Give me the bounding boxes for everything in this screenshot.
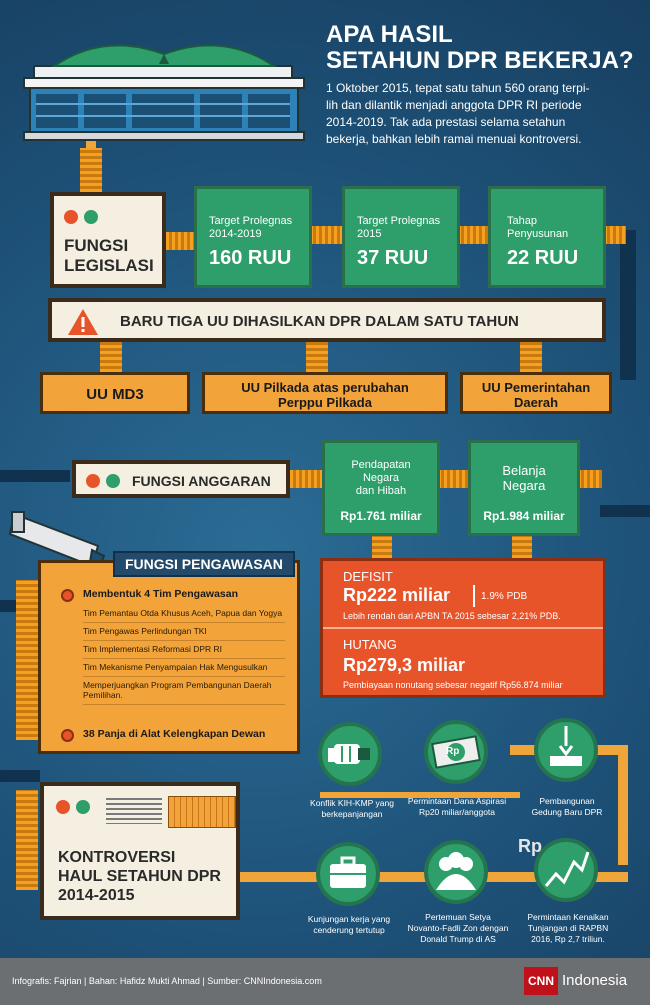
hutang-label: HUTANG	[343, 637, 397, 652]
legislasi-card	[342, 186, 460, 288]
parliament-building-icon	[14, 24, 314, 144]
spring	[16, 790, 38, 890]
spring	[438, 470, 470, 488]
green-light-icon	[106, 474, 120, 488]
card-label: 2015	[357, 228, 382, 240]
card-label: Negara	[362, 472, 400, 484]
intro-line: bekerja, bahkan lebih ramai menuai kontroversi.	[326, 132, 582, 146]
red-light-icon	[56, 800, 70, 814]
law-box	[202, 372, 448, 414]
card-label: Target Prolegnas	[357, 215, 441, 227]
cnn-logo: CNN	[524, 967, 558, 995]
spring	[306, 342, 328, 372]
rp-chart-icon	[518, 836, 598, 902]
kontroversi-caption	[510, 912, 626, 945]
money-icon	[424, 720, 488, 784]
legislasi-card	[194, 186, 312, 288]
kontroversi-label: 2014-2015	[58, 887, 135, 904]
legislasi-label: FUNGSI	[64, 236, 129, 255]
law-name: UU MD3	[86, 386, 144, 403]
legislasi-label: LEGISLASI	[64, 256, 154, 275]
footer-credit: Infografis: Fajrian | Bahan: Hafidz Mukti Ahmad | Sumber: CNNIndonesia.com	[12, 976, 322, 986]
law-name: UU Pilkada atas perubahan	[241, 380, 409, 395]
list-item: Memperjuangkan Program Pembangunan Daerah Pemilihan.	[83, 677, 285, 705]
defisit-label: DEFISIT	[343, 569, 393, 584]
caption-line: Rp20 miliar/anggota	[418, 807, 496, 817]
gauge-lines	[106, 798, 162, 824]
intro-line: 1 Oktober 2015, tepat satu tahun 560 orang terpi-	[326, 81, 590, 95]
briefcase-icon	[316, 842, 380, 906]
caption-line: Pertemuan Setya	[425, 912, 491, 922]
defisit-value: Rp222 miliar	[343, 585, 451, 605]
rp-label: Rp	[518, 836, 542, 856]
bullet-icon	[61, 589, 74, 602]
warning-bar	[48, 298, 606, 342]
red-light-icon	[64, 210, 78, 224]
spring	[578, 470, 602, 488]
card-value: Rp1.984 miliar	[483, 509, 565, 523]
caption-line: Konflik KIH-KMP yang	[310, 798, 394, 808]
legislasi-label-box	[50, 192, 166, 288]
fist-icon	[318, 722, 382, 786]
list-item: Tim Pengawas Perlindungan TKI	[83, 623, 285, 641]
list-item: Tim Mekanisme Penyampaian Hak Mengusulkan	[83, 659, 285, 677]
kontroversi-caption	[402, 796, 512, 818]
bullet-icon	[61, 729, 74, 742]
caption-line: Permintaan Kenaikan	[527, 912, 609, 922]
law-name: UU Pemerintahan	[481, 380, 591, 395]
defisit-note: Lebih rendah dari APBN TA 2015 sebesar 2,21% PDB.	[343, 611, 561, 621]
caption-line: Permintaan Dana Aspirasi	[407, 796, 507, 806]
card-label: Target Prolegnas	[209, 215, 293, 227]
card-value: 37 RUU	[357, 247, 429, 269]
caption-line: Pembangunan	[539, 796, 595, 806]
pengawasan-label: FUNGSI PENGAWASAN	[113, 551, 295, 577]
card-label: Belanja	[502, 463, 546, 478]
pipe	[0, 770, 40, 782]
footer	[0, 958, 650, 1005]
caption-line: Gedung Baru DPR	[531, 807, 603, 817]
kontroversi-caption	[514, 796, 620, 818]
caption-line: 2016, Rp 2,7 triliun.	[531, 934, 605, 944]
spring	[520, 342, 542, 372]
kontroversi-caption	[296, 798, 408, 820]
legislasi-card	[488, 186, 606, 288]
kontroversi-label-box	[40, 782, 240, 920]
red-light-icon	[86, 474, 100, 488]
caption-line: berkepanjangan	[321, 809, 383, 819]
meter-icon	[168, 796, 236, 828]
pipe	[0, 470, 70, 482]
pengawasan-point: 38 Panja di Alat Kelengkapan Dewan	[83, 728, 266, 740]
green-light-icon	[84, 210, 98, 224]
kontroversi-label: HAUL SETAHUN DPR	[58, 868, 221, 885]
green-light-icon	[76, 800, 90, 814]
pengawasan-point: Membentuk 4 Tim Pengawasan	[83, 588, 239, 600]
page-title	[326, 22, 634, 74]
card-label: Pendapatan	[351, 459, 411, 471]
people-icon	[424, 840, 488, 904]
intro-line: lih dan dilantik menjadi anggota DPR RI periode	[326, 98, 582, 112]
law-box	[40, 372, 190, 414]
anggaran-label-box	[72, 460, 290, 498]
caption-line: Donald Trump di AS	[420, 934, 496, 944]
spring	[166, 232, 194, 250]
spring	[100, 342, 122, 372]
spring	[290, 470, 322, 488]
pengawasan-panel	[38, 556, 300, 754]
pengawasan-list	[83, 605, 285, 705]
caption-line: Tunjangan di RAPBN	[527, 923, 609, 933]
pipe	[620, 230, 636, 380]
card-label: dan Hibah	[355, 485, 407, 497]
list-item: Tim Implementasi Reformasi DPR RI	[83, 641, 285, 659]
logo-text: Indonesia	[562, 972, 628, 989]
warning-icon	[66, 307, 100, 337]
spring	[512, 536, 532, 558]
divider	[323, 627, 603, 629]
kontroversi-caption	[294, 914, 404, 936]
spring	[310, 226, 342, 244]
spring	[604, 226, 626, 244]
crane-icon	[534, 718, 598, 782]
defisit-pct: 1.9% PDB	[481, 591, 528, 602]
defisit-hutang-panel	[320, 558, 606, 698]
intro-line: 2014-2019. Tak ada prestasi selama setahun	[326, 115, 566, 129]
card-label: Tahap	[507, 215, 537, 227]
list-item: Tim Pemantau Otda Khusus Aceh, Papua dan Yogya	[83, 605, 285, 623]
caption-line: cenderung tertutup	[313, 925, 385, 935]
spring	[458, 226, 490, 244]
card-value: Rp1.761 miliar	[340, 509, 422, 523]
belanja-card	[468, 440, 580, 536]
anggaran-label: FUNGSI ANGGARAN	[132, 473, 271, 489]
title-line: APA HASIL	[326, 21, 453, 48]
law-name: Daerah	[513, 395, 559, 410]
intro-text	[326, 80, 590, 148]
pendapatan-card	[322, 440, 440, 536]
card-label: 2014-2019	[209, 228, 262, 240]
rp-label: Rp	[446, 746, 460, 757]
caption-line: Novanto-Fadli Zon dengan	[407, 923, 509, 933]
pipe	[600, 505, 650, 517]
law-name: Perppu Pilkada	[278, 395, 372, 410]
card-value: 160 RUU	[209, 247, 292, 269]
spring	[372, 536, 392, 558]
law-box	[460, 372, 612, 414]
hutang-note: Pembiayaan nonutang sebesar negatif Rp56.874 miliar	[343, 680, 563, 690]
spring	[16, 580, 38, 740]
kontroversi-caption	[398, 912, 518, 945]
divider	[473, 585, 475, 607]
kontroversi-label: KONTROVERSI	[58, 849, 176, 866]
card-value: 22 RUU	[507, 247, 579, 269]
caption-line: Kunjungan kerja yang	[307, 914, 391, 924]
hutang-value: Rp279,3 miliar	[343, 655, 466, 675]
warning-text: BARU TIGA UU DIHASILKAN DPR DALAM SATU TAHUN	[120, 313, 519, 330]
card-label: Negara	[502, 478, 546, 493]
title-line: SETAHUN DPR BEKERJA?	[326, 47, 634, 74]
card-label: Penyusunan	[507, 228, 569, 240]
spring	[80, 148, 102, 192]
